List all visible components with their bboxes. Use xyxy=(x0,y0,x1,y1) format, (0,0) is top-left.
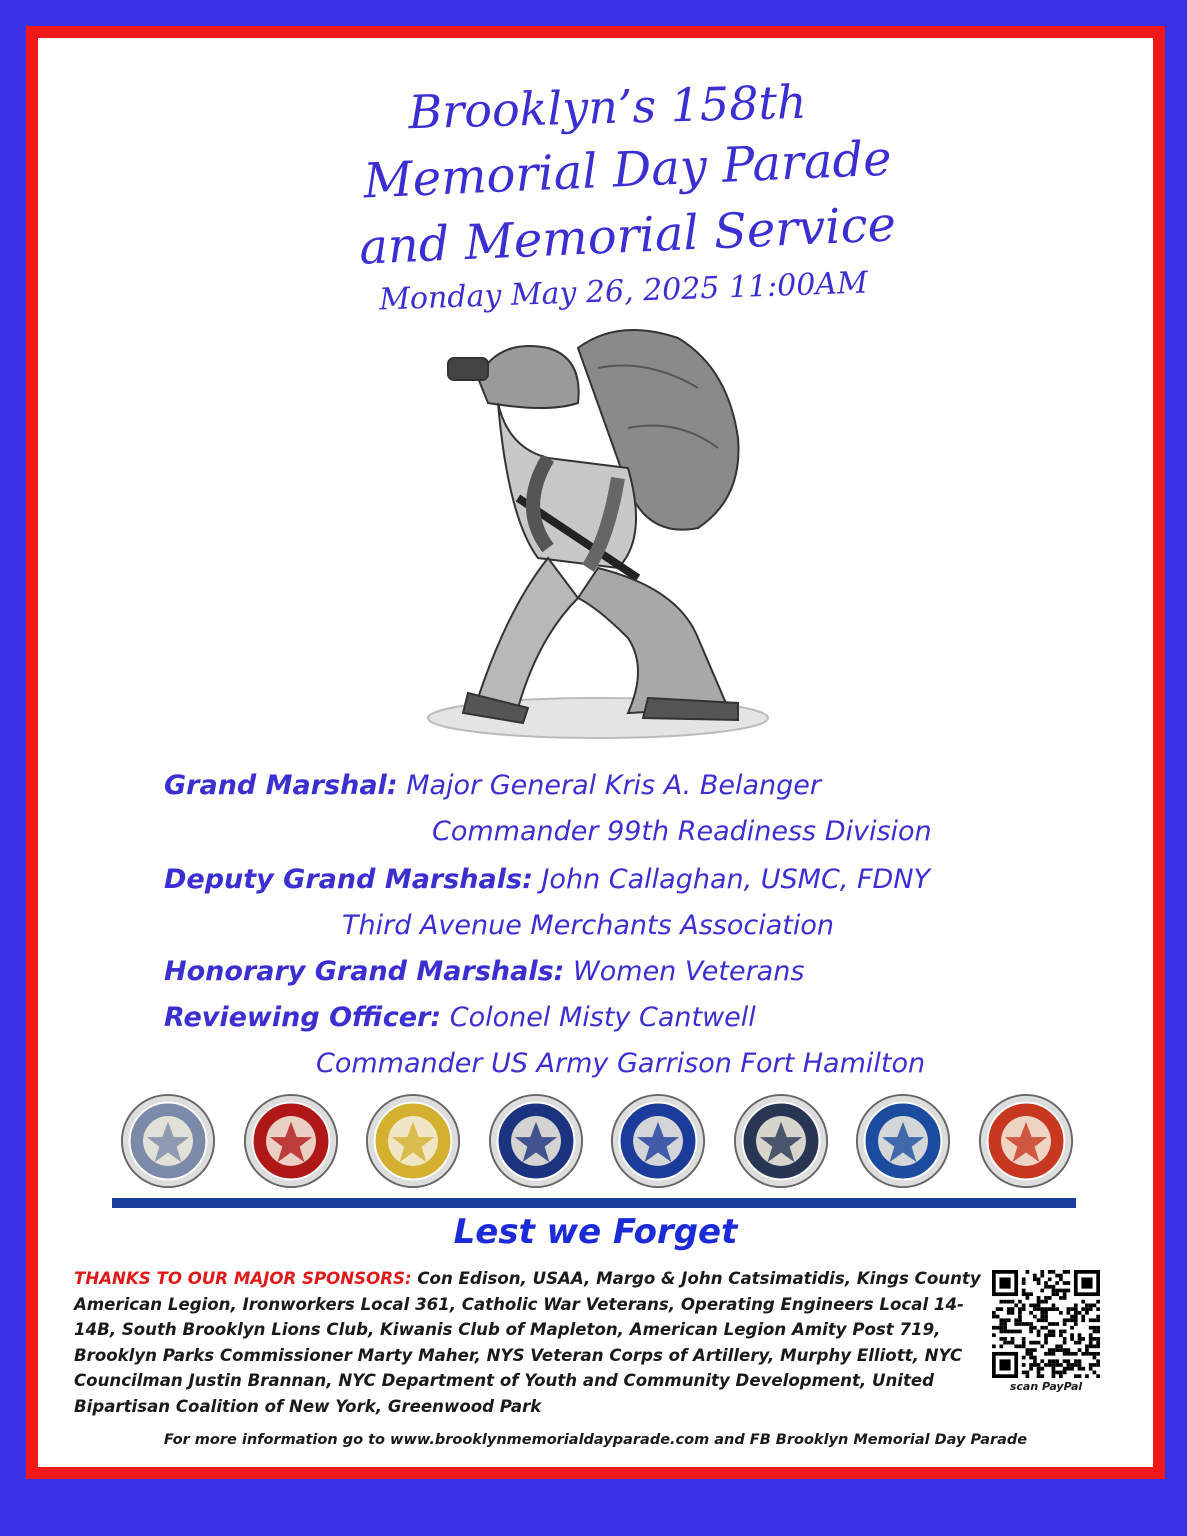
coast-guard-seal xyxy=(855,1093,951,1189)
reviewing-officer-row xyxy=(164,1002,756,1033)
reviewing-officer-title: Commander US Army Garrison Fort Hamilton xyxy=(316,1048,926,1079)
divider-bar xyxy=(112,1198,1076,1208)
title-line-2: Memorial Day Parade xyxy=(362,130,893,210)
title-line-1: Brooklyn’s 158th xyxy=(407,74,808,140)
space-force-seal xyxy=(733,1093,829,1189)
honorary-grand-marshals-label: Honorary Grand Marshals: xyxy=(164,956,565,987)
grand-marshal-row xyxy=(164,770,821,801)
air-force-seal xyxy=(610,1093,706,1189)
grand-marshal-label: Grand Marshal: xyxy=(164,770,398,801)
title-line-3: and Memorial Service xyxy=(358,196,897,276)
military-seals-row xyxy=(120,1093,1070,1193)
honorary-grand-marshals-name: Women Veterans xyxy=(573,956,805,987)
kneeling-soldier-illustration xyxy=(398,308,778,758)
merchant-marine-seal xyxy=(978,1093,1074,1189)
army-seal xyxy=(365,1093,461,1189)
paypal-qr-code[interactable] xyxy=(992,1270,1100,1378)
grand-marshal-title: Commander 99th Readiness Division xyxy=(432,816,932,847)
sponsors-paragraph xyxy=(74,1266,984,1419)
marine-corps-seal xyxy=(243,1093,339,1189)
deputy-grand-marshals-name: John Callaghan, USMC, FDNY xyxy=(541,864,931,895)
sponsors-list: Con Edison, USAA, Margo & John Catsimatidis, Kings County American Legion, Ironworkers Local 361, Catholic War Veterans, Operating Engineers Local 14-14B, South Brooklyn Lions Club, Kiwanis Club of Mapleton, American Legion Amity Post 719, Brooklyn Parks Commissioner Marty Maher, NYS Veteran Corps of Artillery, Murphy Elliott, NYC Councilman Justin Brannan, NYC Department of Youth and Community Development, United Bipartisan Coalition of New York, Greenwood Park xyxy=(74,1269,981,1416)
flyer-page xyxy=(38,38,1153,1467)
deputy-grand-marshals-second: Third Avenue Merchants Association xyxy=(342,910,834,941)
navy-seal xyxy=(488,1093,584,1189)
honorary-grand-marshals-row xyxy=(164,956,804,987)
grand-marshal-name: Major General Kris A. Belanger xyxy=(406,770,821,801)
slogan: Lest we Forget xyxy=(453,1212,738,1252)
reviewing-officer-label: Reviewing Officer: xyxy=(164,1002,442,1033)
footer-info: For more information go to www.brooklynmemorialdayparade.com and FB Brooklyn Memorial Day Parade xyxy=(163,1432,1028,1448)
deputy-grand-marshals-row xyxy=(164,864,930,895)
sponsors-header: THANKS TO OUR MAJOR SPONSORS: xyxy=(74,1269,412,1288)
reviewing-officer-name: Colonel Misty Cantwell xyxy=(449,1002,756,1033)
united-military-veterans-seal xyxy=(120,1093,216,1189)
qr-caption: scan PayPal xyxy=(1009,1380,1083,1393)
event-date: Monday May 26, 2025 11:00AM xyxy=(378,265,869,318)
deputy-grand-marshals-label: Deputy Grand Marshals: xyxy=(164,864,533,895)
